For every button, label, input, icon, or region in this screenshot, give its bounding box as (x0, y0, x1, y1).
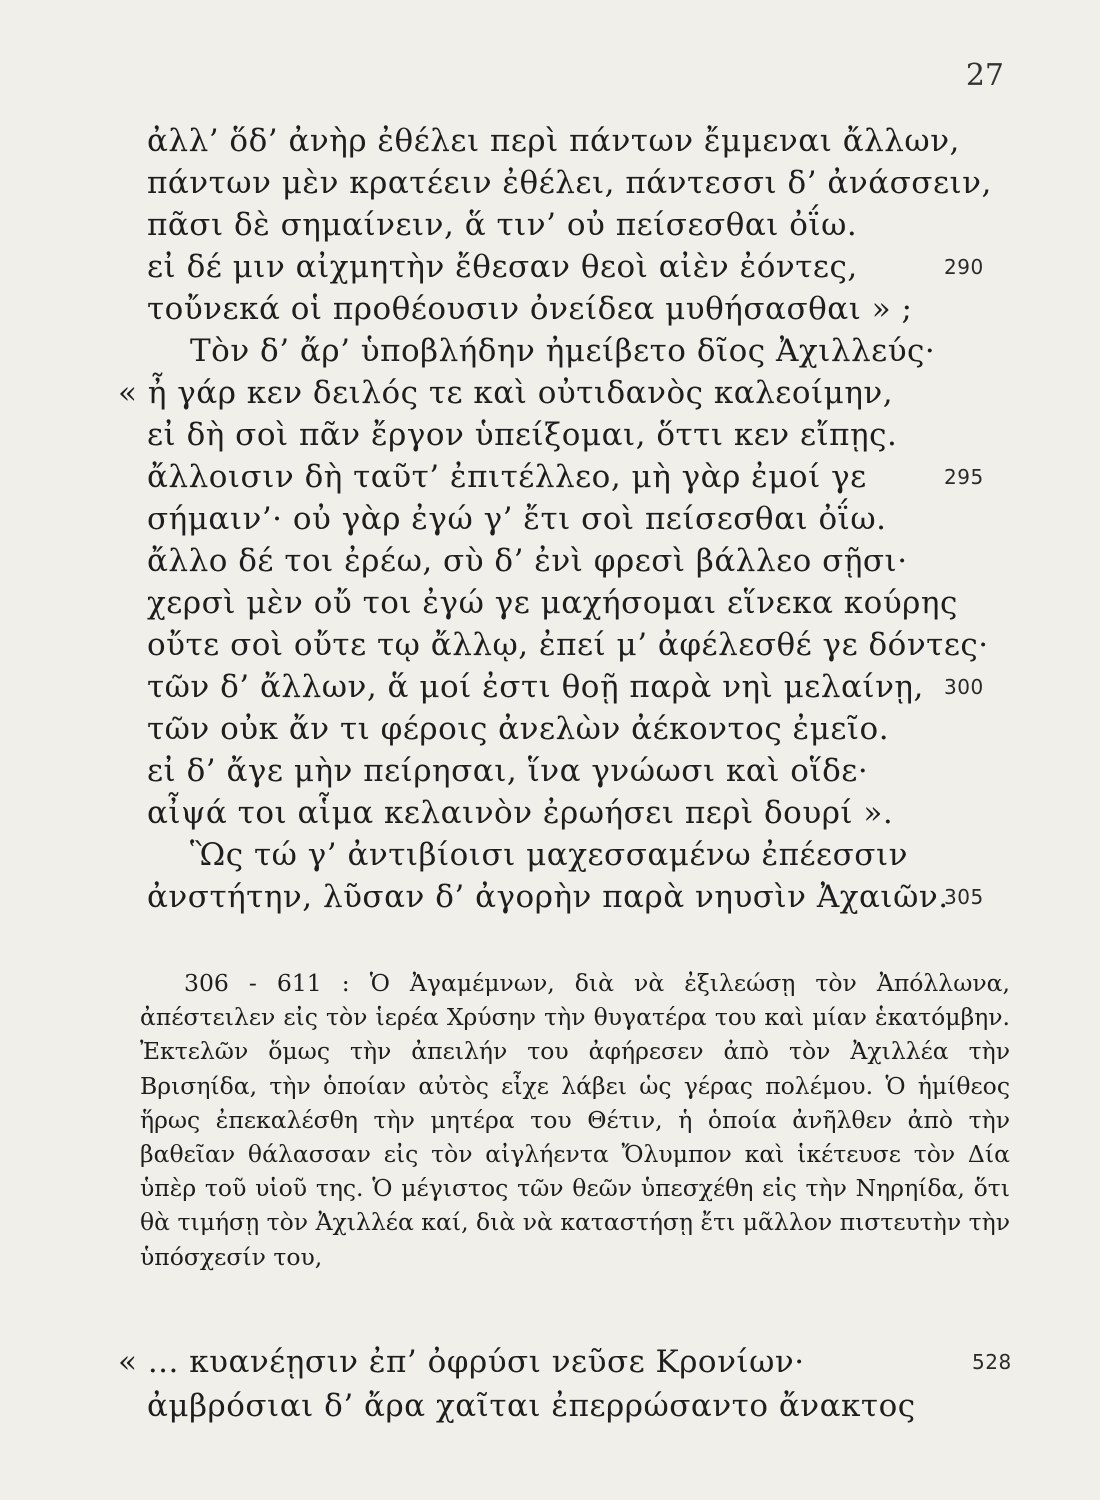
verse-text: τῶν δ’ ἄλλων, ἅ μοί ἐστι θοῇ παρὰ νηὶ μελαίνῃ, (147, 669, 924, 705)
verse-text: ἀλλ’ ὅδ’ ἀνὴρ ἐθέλει περὶ πάντων ἔμμεναι ἄλλων, (147, 123, 960, 159)
verse-text: χερσὶ μὲν οὔ τοι ἐγώ γε μαχήσομαι εἵνεκα κούρης (147, 585, 958, 621)
verse-line (0, 246, 1100, 288)
verse-text: πάντων μὲν κρατέειν ἐθέλει, πάντεσσι δ’ ἀνάσσειν, (147, 165, 992, 201)
verse-line (0, 498, 1100, 540)
line-number: 300 (944, 675, 984, 699)
verse-text: ἀμβρόσιαι δ’ ἄρα χαῖται ἐπερρώσαντο ἄνακτος (147, 1388, 916, 1424)
verse-text: Ὣς τώ γ’ ἀντιβίοισι μαχεσσαμένω ἐπέεσσιν (190, 837, 908, 873)
verse-text: πᾶσι δὲ σημαίνειν, ἅ τιν’ οὐ πείσεσθαι ὀΐω. (147, 207, 858, 243)
verse-text: εἰ δὴ σοὶ πᾶν ἔργον ὑπείξομαι, ὅττι κεν εἴπῃς. (147, 417, 898, 453)
verse-text: εἰ δ’ ἄγε μὴν πείρησαι, ἵνα γνώωσι καὶ οἵδε· (147, 753, 869, 789)
verse-line (0, 834, 1100, 876)
verse-line (0, 372, 1100, 414)
verse-text: εἰ δέ μιν αἰχμητὴν ἔθεσαν θεοὶ αἰὲν ἐόντες, (147, 249, 858, 285)
verse-line (0, 162, 1100, 204)
verse-text: Τὸν δ’ ἄρ’ ὑποβλήδην ἠμείβετο δῖος Ἀχιλλεύς· (190, 333, 936, 369)
line-number: 528 (972, 1350, 1012, 1374)
verse-line (0, 624, 1100, 666)
verse-text: ἄλλοισιν δὴ ταῦτ’ ἐπιτέλλεο, μὴ γὰρ ἐμοί γε (147, 459, 867, 495)
verse-line (0, 540, 1100, 582)
verse-text: « ... κυανέῃσιν ἐπ’ ὀφρύσι νεῦσε Κρονίων· (118, 1344, 805, 1380)
verse-line (0, 876, 1100, 918)
verse-line (0, 456, 1100, 498)
verse-line (0, 414, 1100, 456)
verse-line (0, 582, 1100, 624)
verse-text: ἄλλο δέ τοι ἐρέω, σὺ δ’ ἐνὶ φρεσὶ βάλλεο σῇσι· (147, 543, 908, 579)
verse-text: « ἦ γάρ κεν δειλός τε καὶ οὐτιδανὸς καλεοίμην, (118, 375, 894, 411)
verse-passage (0, 120, 1100, 918)
verse-text: ἀνστήτην, λῦσαν δ’ ἀγορὴν παρὰ νηυσὶν Ἀχαιῶν. (147, 879, 949, 915)
verse-text: σήμαιν’· οὐ γὰρ ἐγώ γ’ ἔτι σοὶ πείσεσθαι ὀΐω. (147, 501, 887, 537)
line-number: 295 (944, 465, 984, 489)
line-number: 305 (944, 885, 984, 909)
verse-line (0, 708, 1100, 750)
verse-line (0, 330, 1100, 372)
summary-paragraph: 306 - 611 : Ὁ Ἀγαμέμνων, διὰ νὰ ἐξιλεώσῃ τὸν Ἀπόλλωνα, ἀπέστειλεν εἰς τὸν ἱερέα Χρύσην τὴν θυγατέρα του καὶ μίαν ἑκατόμβην. Ἐκτελῶν ὅμως τὴν ἀπειλήν του ἀφήρεσεν ἀπὸ τὸν Ἀχιλλέα τὴν Βρισηίδα, τὴν ὁποίαν αὐτὸς εἶχε λάβει ὡς γέρας πολέμου. Ὁ ἡμίθεος ἥρως ἐπεκαλέσθη τὴν μητέρα του Θέτιν, ἡ ὁποία ἀνῆλθεν ἀπὸ τὴν βαθεῖαν θάλασσαν εἰς τὸν αἰγλήεντα Ὄλυμπον καὶ ἱκέτευσε τὸν Δία ὑπὲρ τοῦ υἱοῦ της. Ὁ μέγιστος τῶν θεῶν ὑπεσχέθη εἰς τὴν Νηρηίδα, ὅτι θὰ τιμήσῃ τὸν Ἀχιλλέα καί, διὰ νὰ καταστήσῃ ἔτι μᾶλλον πιστευτὴν τὴν ὑπόσχεσίν του, (140, 969, 1010, 1271)
verse-line (0, 1340, 1100, 1384)
page-number: 27 (965, 58, 1004, 93)
verse-text: αἶψά τοι αἷμα κελαινὸν ἐρωήσει περὶ δουρί ». (147, 795, 894, 831)
verse-line (0, 120, 1100, 162)
verse-text: τοὔνεκά οἱ προθέουσιν ὀνείδεα μυθήσασθαι » ; (147, 291, 913, 327)
verse-line (0, 288, 1100, 330)
quoted-verses (0, 1340, 1100, 1428)
verse-line (0, 204, 1100, 246)
verse-line (0, 666, 1100, 708)
verse-text: οὔτε σοὶ οὔτε τῳ ἄλλῳ, ἐπεί μ’ ἀφέλεσθέ γε δόντες· (147, 627, 989, 663)
verse-line (0, 792, 1100, 834)
verse-text: τῶν οὐκ ἄν τι φέροις ἀνελὼν ἀέκοντος ἐμεῖο. (147, 711, 890, 747)
prose-summary (140, 966, 1010, 1274)
line-number: 290 (944, 255, 984, 279)
verse-line (0, 1384, 1100, 1428)
verse-line (0, 750, 1100, 792)
